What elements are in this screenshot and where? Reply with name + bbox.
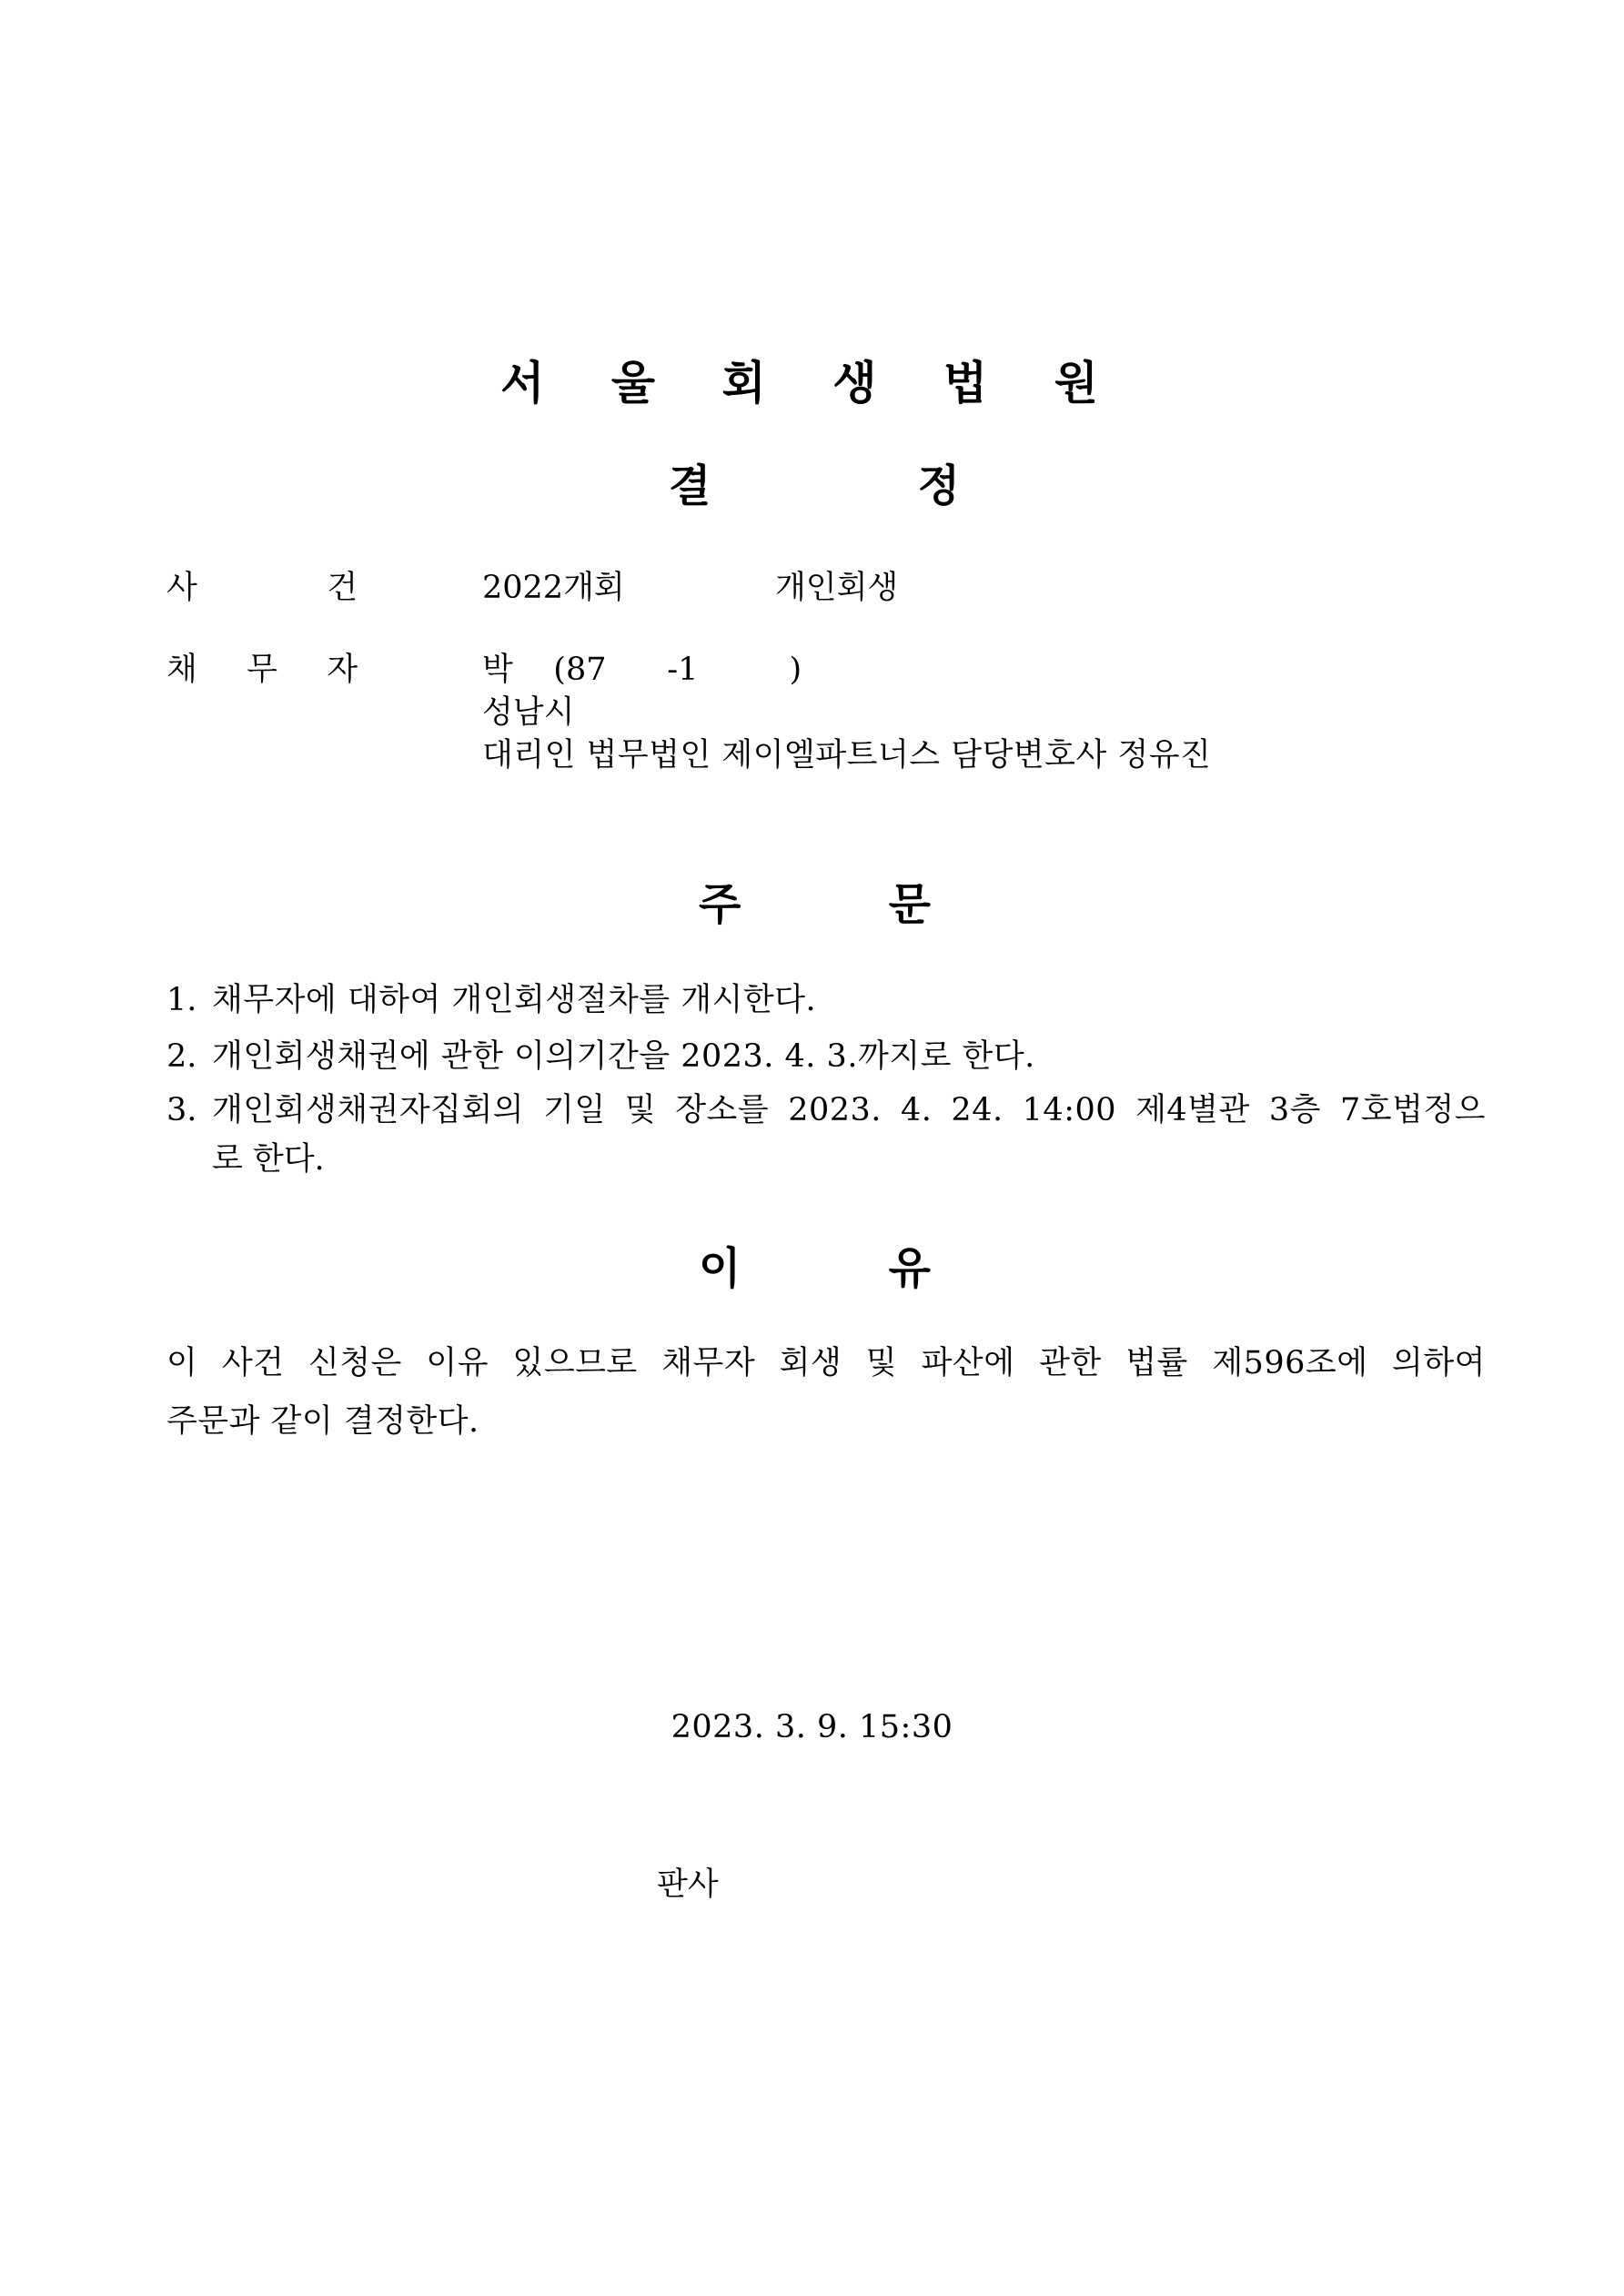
case-label-char-2: 건 [327,570,358,606]
order-heading [699,875,931,934]
debtor-agent: 대리인 법무법인 제이엘파트너스 담당변호사 정유진 [482,737,1212,774]
order-item-text: 개인회생채권에 관한 이의기간을 2023. 4. 3.까지로 한다. [212,1038,1035,1075]
case-type: 개인회생 [775,570,899,606]
case-label-char-1: 사 [166,570,197,606]
reason-heading [699,1239,931,1298]
debtor-label-char-1: 채 [166,652,197,688]
debtor-name: 박 (87 -1 ) [482,652,802,688]
court-name: 서 울 회 생 법 원 [500,357,1124,410]
reason-heading-char-2: 유 [888,1243,931,1294]
case-number: 2022개회 [482,570,625,606]
reason-body [166,1334,1486,1451]
order-heading-char-2: 문 [888,879,931,930]
document-type-heading [669,457,960,515]
decision-date: 2023. 3. 9. 15:30 [671,1709,953,1745]
debtor-label-char-2: 무 [247,652,277,688]
document-type-char-1: 결 [669,460,711,511]
order-item-number: 2. [166,1038,197,1075]
order-item-1 [166,976,1486,1025]
judge-label: 판사 [657,1866,719,1903]
document-type-char-2: 정 [917,460,960,511]
order-item-number: 3. [166,1092,197,1128]
order-item-3-continuation: 로 한다. [212,1141,325,1178]
order-item-number: 1. [166,982,197,1018]
order-item-3 [166,1086,1486,1135]
debtor-address: 성남시 [482,694,575,731]
case-label [166,566,358,611]
reason-line-1: 이 사건 신청은 이유 있으므로 채무자 회생 및 파산에 관한 법률 제596조에 의하여 [166,1345,1486,1381]
order-item-text: 채무자에 대하여 개인회생절차를 개시한다. [212,982,817,1018]
order-heading-char-1: 주 [699,879,741,930]
order-item-2 [166,1032,1486,1081]
order-item-text: 개인회생채권자집회의 기일 및 장소를 2023. 4. 24. 14:00 제4별관 3층 7호법정으 [212,1092,1486,1128]
debtor-label-char-3: 자 [327,652,358,688]
debtor-label [166,648,358,693]
reason-line-2: 주문과 같이 결정한다. [166,1403,479,1440]
reason-heading-char-1: 이 [699,1243,741,1294]
